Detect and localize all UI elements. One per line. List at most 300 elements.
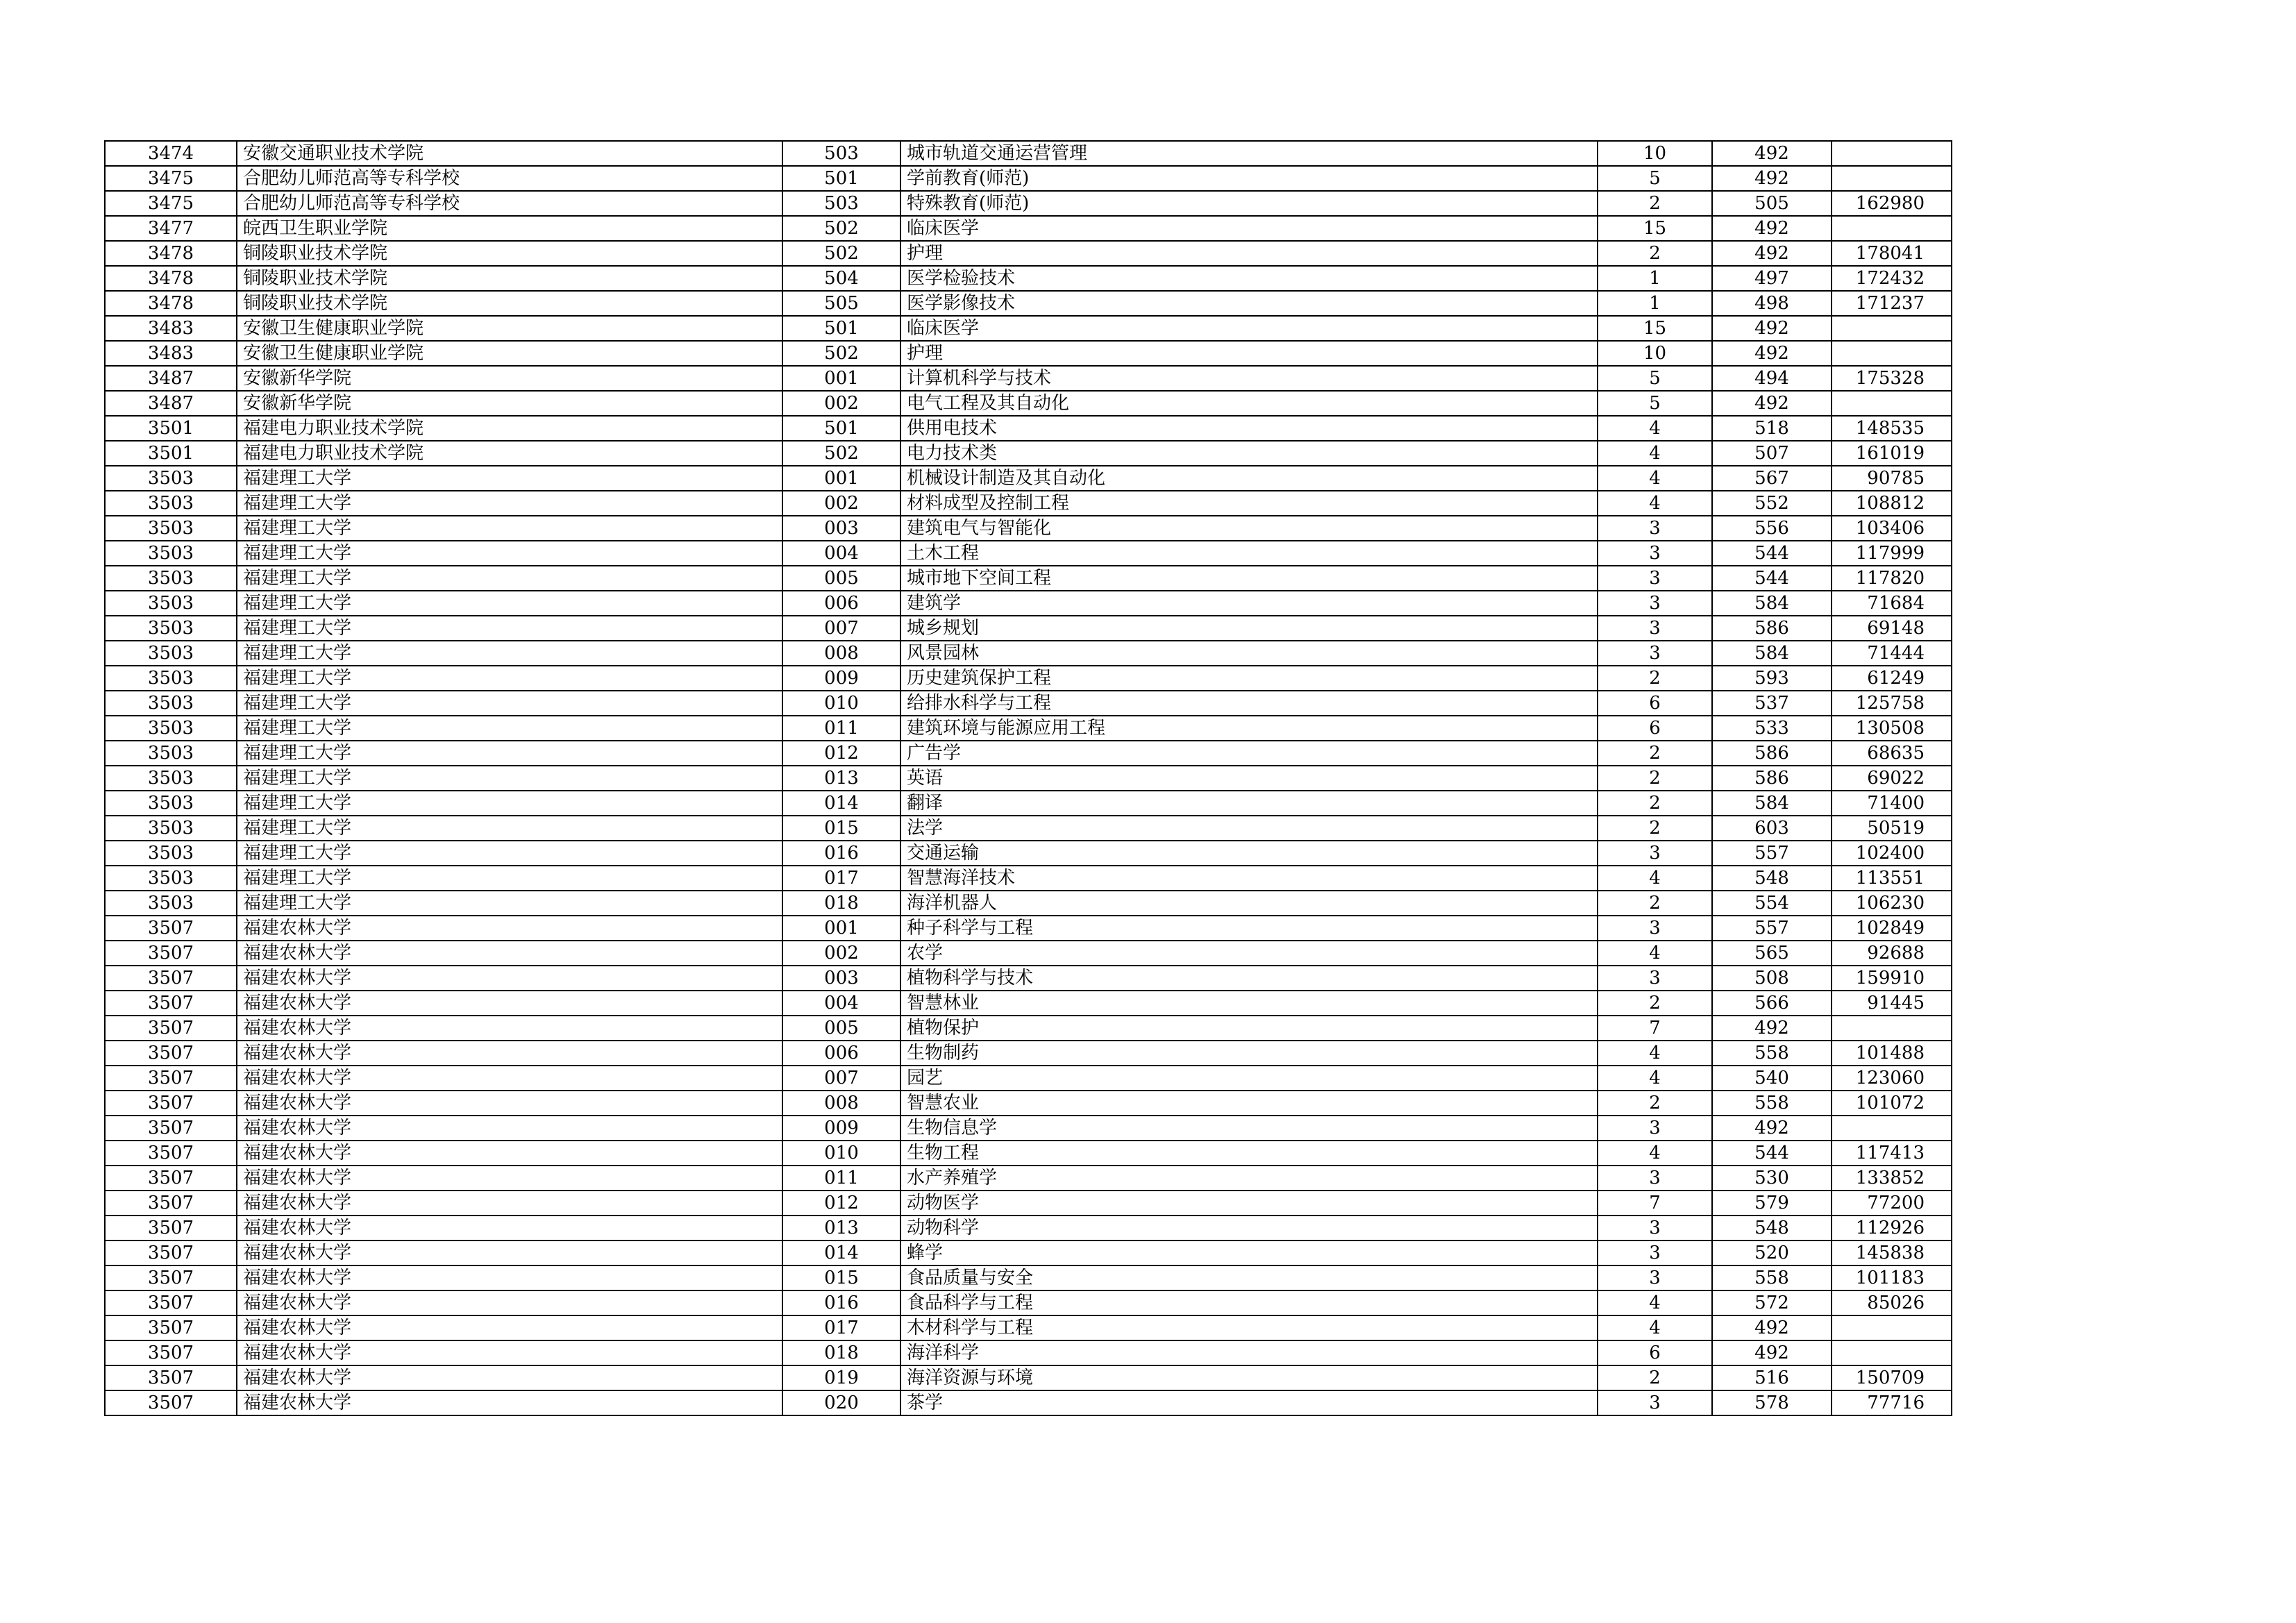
table-row [105,1315,1952,1340]
major-name-cell: 护理 [900,341,1598,366]
rank-cell: 125758 [1832,691,1952,716]
major-name-cell: 学前教育(师范) [900,166,1598,191]
min-score-cell: 558 [1712,1091,1832,1116]
school-name-cell: 福建理工大学 [237,791,782,816]
school-name-cell: 福建理工大学 [237,716,782,741]
min-score-cell: 586 [1712,741,1832,766]
table-row [105,366,1952,391]
major-name-cell: 医学影像技术 [900,291,1598,316]
school-code-cell: 3503 [105,616,237,641]
major-name-cell: 海洋机器人 [900,891,1598,916]
min-score-cell: 567 [1712,466,1832,491]
school-name-cell: 福建农林大学 [237,916,782,941]
rank-cell [1832,141,1952,166]
plan-count-cell: 2 [1598,791,1712,816]
major-code-cell: 014 [782,1241,900,1265]
school-code-cell: 3475 [105,166,237,191]
plan-count-cell: 3 [1598,1216,1712,1241]
table-row [105,1290,1952,1315]
min-score-cell: 572 [1712,1290,1832,1315]
min-score-cell: 492 [1712,241,1832,266]
plan-count-cell: 4 [1598,416,1712,441]
min-score-cell: 556 [1712,516,1832,541]
min-score-cell: 507 [1712,441,1832,466]
table-row [105,1191,1952,1216]
major-code-cell: 017 [782,866,900,891]
school-name-cell: 福建理工大学 [237,541,782,566]
plan-count-cell: 6 [1598,1340,1712,1365]
table-row [105,191,1952,216]
school-name-cell: 福建理工大学 [237,566,782,591]
rank-cell: 133852 [1832,1166,1952,1191]
min-score-cell: 603 [1712,816,1832,841]
min-score-cell: 492 [1712,1116,1832,1141]
table-row [105,241,1952,266]
major-name-cell: 临床医学 [900,216,1598,241]
table-row [105,316,1952,341]
plan-count-cell: 5 [1598,391,1712,416]
major-name-cell: 茶学 [900,1390,1598,1415]
school-name-cell: 铜陵职业技术学院 [237,291,782,316]
table-row [105,216,1952,241]
rank-cell: 103406 [1832,516,1952,541]
major-name-cell: 建筑学 [900,591,1598,616]
school-name-cell: 福建农林大学 [237,966,782,991]
table-row [105,816,1952,841]
table-row [105,1265,1952,1290]
school-code-cell: 3507 [105,1116,237,1141]
major-code-cell: 501 [782,416,900,441]
plan-count-cell: 3 [1598,1166,1712,1191]
rank-cell: 101488 [1832,1041,1952,1066]
school-code-cell: 3501 [105,416,237,441]
plan-count-cell: 3 [1598,966,1712,991]
plan-count-cell: 4 [1598,866,1712,891]
major-code-cell: 020 [782,1390,900,1415]
plan-count-cell: 4 [1598,1315,1712,1340]
major-name-cell: 历史建筑保护工程 [900,666,1598,691]
major-code-cell: 504 [782,266,900,291]
plan-count-cell: 2 [1598,766,1712,791]
plan-count-cell: 2 [1598,666,1712,691]
table-row [105,766,1952,791]
school-code-cell: 3507 [105,1091,237,1116]
plan-count-cell: 3 [1598,566,1712,591]
major-code-cell: 502 [782,216,900,241]
rank-cell: 102849 [1832,916,1952,941]
plan-count-cell: 2 [1598,891,1712,916]
table-row [105,1116,1952,1141]
table-row [105,1041,1952,1066]
school-name-cell: 福建农林大学 [237,1241,782,1265]
major-code-cell: 003 [782,516,900,541]
major-name-cell: 水产养殖学 [900,1166,1598,1191]
plan-count-cell: 4 [1598,441,1712,466]
major-code-cell: 505 [782,291,900,316]
school-name-cell: 福建农林大学 [237,1365,782,1390]
min-score-cell: 586 [1712,616,1832,641]
school-code-cell: 3503 [105,816,237,841]
plan-count-cell: 2 [1598,741,1712,766]
school-name-cell: 福建理工大学 [237,641,782,666]
major-name-cell: 蜂学 [900,1241,1598,1265]
table-row [105,1216,1952,1241]
table-row [105,1016,1952,1041]
major-name-cell: 广告学 [900,741,1598,766]
min-score-cell: 579 [1712,1191,1832,1216]
major-code-cell: 002 [782,391,900,416]
major-name-cell: 木材科学与工程 [900,1315,1598,1340]
min-score-cell: 544 [1712,566,1832,591]
rank-cell [1832,216,1952,241]
major-name-cell: 机械设计制造及其自动化 [900,466,1598,491]
school-name-cell: 福建农林大学 [237,1091,782,1116]
major-code-cell: 012 [782,741,900,766]
table-row [105,641,1952,666]
min-score-cell: 505 [1712,191,1832,216]
major-code-cell: 502 [782,241,900,266]
major-code-cell: 501 [782,166,900,191]
school-code-cell: 3503 [105,466,237,491]
major-code-cell: 015 [782,816,900,841]
major-code-cell: 009 [782,666,900,691]
major-name-cell: 法学 [900,816,1598,841]
plan-count-cell: 3 [1598,1390,1712,1415]
plan-count-cell: 3 [1598,616,1712,641]
major-name-cell: 交通运输 [900,841,1598,866]
major-code-cell: 019 [782,1365,900,1390]
rank-cell: 171237 [1832,291,1952,316]
rank-cell: 178041 [1832,241,1952,266]
major-code-cell: 001 [782,916,900,941]
major-code-cell: 004 [782,541,900,566]
plan-count-cell: 4 [1598,1066,1712,1091]
school-code-cell: 3507 [105,1290,237,1315]
school-name-cell: 铜陵职业技术学院 [237,266,782,291]
plan-count-cell: 4 [1598,1290,1712,1315]
major-name-cell: 风景园林 [900,641,1598,666]
plan-count-cell: 4 [1598,491,1712,516]
major-code-cell: 502 [782,341,900,366]
school-code-cell: 3501 [105,441,237,466]
school-name-cell: 福建农林大学 [237,1340,782,1365]
school-code-cell: 3503 [105,691,237,716]
rank-cell: 71444 [1832,641,1952,666]
school-code-cell: 3503 [105,541,237,566]
table-row [105,1241,1952,1265]
rank-cell: 91445 [1832,991,1952,1016]
table-row [105,691,1952,716]
school-name-cell: 福建农林大学 [237,991,782,1016]
table-row [105,391,1952,416]
min-score-cell: 578 [1712,1390,1832,1415]
school-name-cell: 福建理工大学 [237,516,782,541]
school-code-cell: 3478 [105,291,237,316]
table-row [105,541,1952,566]
table-row [105,916,1952,941]
min-score-cell: 492 [1712,341,1832,366]
plan-count-cell: 7 [1598,1191,1712,1216]
major-code-cell: 007 [782,1066,900,1091]
school-code-cell: 3478 [105,241,237,266]
table-row [105,416,1952,441]
plan-count-cell: 4 [1598,941,1712,966]
min-score-cell: 492 [1712,216,1832,241]
table-row [105,716,1952,741]
school-code-cell: 3503 [105,766,237,791]
rank-cell: 102400 [1832,841,1952,866]
rank-cell: 172432 [1832,266,1952,291]
major-name-cell: 医学检验技术 [900,266,1598,291]
major-name-cell: 建筑电气与智能化 [900,516,1598,541]
min-score-cell: 492 [1712,141,1832,166]
major-code-cell: 015 [782,1265,900,1290]
school-name-cell: 福建农林大学 [237,1141,782,1166]
major-code-cell: 002 [782,491,900,516]
school-code-cell: 3507 [105,1191,237,1216]
plan-count-cell: 3 [1598,516,1712,541]
major-name-cell: 城乡规划 [900,616,1598,641]
school-code-cell: 3507 [105,991,237,1016]
school-name-cell: 福建农林大学 [237,1191,782,1216]
min-score-cell: 492 [1712,1340,1832,1365]
major-code-cell: 503 [782,191,900,216]
major-name-cell: 智慧林业 [900,991,1598,1016]
school-code-cell: 3507 [105,1016,237,1041]
school-code-cell: 3487 [105,391,237,416]
plan-count-cell: 3 [1598,1116,1712,1141]
rank-cell: 123060 [1832,1066,1952,1091]
school-name-cell: 福建理工大学 [237,841,782,866]
major-name-cell: 食品科学与工程 [900,1290,1598,1315]
school-name-cell: 福建理工大学 [237,691,782,716]
min-score-cell: 537 [1712,691,1832,716]
major-code-cell: 003 [782,966,900,991]
major-name-cell: 特殊教育(师范) [900,191,1598,216]
plan-count-cell: 2 [1598,241,1712,266]
school-name-cell: 福建理工大学 [237,616,782,641]
min-score-cell: 492 [1712,1016,1832,1041]
min-score-cell: 530 [1712,1166,1832,1191]
school-code-cell: 3507 [105,1340,237,1365]
major-code-cell: 008 [782,641,900,666]
table-row [105,791,1952,816]
major-name-cell: 生物制药 [900,1041,1598,1066]
plan-count-cell: 4 [1598,466,1712,491]
plan-count-cell: 3 [1598,591,1712,616]
min-score-cell: 533 [1712,716,1832,741]
rank-cell [1832,1315,1952,1340]
plan-count-cell: 1 [1598,291,1712,316]
major-code-cell: 016 [782,841,900,866]
major-code-cell: 014 [782,791,900,816]
major-code-cell: 006 [782,1041,900,1066]
rank-cell: 106230 [1832,891,1952,916]
major-code-cell: 010 [782,691,900,716]
school-name-cell: 福建电力职业技术学院 [237,416,782,441]
school-name-cell: 皖西卫生职业学院 [237,216,782,241]
plan-count-cell: 4 [1598,1041,1712,1066]
plan-count-cell: 6 [1598,716,1712,741]
school-code-cell: 3503 [105,866,237,891]
major-code-cell: 016 [782,1290,900,1315]
plan-count-cell: 5 [1598,166,1712,191]
plan-count-cell: 2 [1598,816,1712,841]
table-row [105,141,1952,166]
table-row [105,466,1952,491]
major-name-cell: 动物科学 [900,1216,1598,1241]
major-name-cell: 园艺 [900,1066,1598,1091]
school-code-cell: 3507 [105,916,237,941]
major-name-cell: 电力技术类 [900,441,1598,466]
school-code-cell: 3483 [105,316,237,341]
major-name-cell: 植物科学与技术 [900,966,1598,991]
school-code-cell: 3487 [105,366,237,391]
school-code-cell: 3507 [105,1041,237,1066]
plan-count-cell: 15 [1598,216,1712,241]
school-code-cell: 3503 [105,666,237,691]
school-code-cell: 3503 [105,841,237,866]
major-code-cell: 005 [782,566,900,591]
major-code-cell: 005 [782,1016,900,1041]
rank-cell: 101072 [1832,1091,1952,1116]
major-code-cell: 010 [782,1141,900,1166]
school-code-cell: 3507 [105,966,237,991]
school-name-cell: 福建理工大学 [237,866,782,891]
rank-cell: 148535 [1832,416,1952,441]
min-score-cell: 557 [1712,841,1832,866]
major-code-cell: 008 [782,1091,900,1116]
school-code-cell: 3477 [105,216,237,241]
min-score-cell: 540 [1712,1066,1832,1091]
table-body [105,141,1952,1415]
rank-cell [1832,316,1952,341]
table-row [105,741,1952,766]
min-score-cell: 544 [1712,541,1832,566]
school-name-cell: 福建农林大学 [237,941,782,966]
major-code-cell: 004 [782,991,900,1016]
plan-count-cell: 15 [1598,316,1712,341]
school-name-cell: 福建理工大学 [237,466,782,491]
major-code-cell: 009 [782,1116,900,1141]
table-row [105,616,1952,641]
school-name-cell: 福建农林大学 [237,1216,782,1241]
school-code-cell: 3503 [105,741,237,766]
major-name-cell: 土木工程 [900,541,1598,566]
school-code-cell: 3503 [105,591,237,616]
rank-cell: 113551 [1832,866,1952,891]
school-code-cell: 3503 [105,566,237,591]
plan-count-cell: 1 [1598,266,1712,291]
table-row [105,1091,1952,1116]
plan-count-cell: 2 [1598,991,1712,1016]
school-code-cell: 3503 [105,516,237,541]
major-name-cell: 种子科学与工程 [900,916,1598,941]
school-name-cell: 福建理工大学 [237,816,782,841]
major-name-cell: 城市地下空间工程 [900,566,1598,591]
school-name-cell: 安徽新华学院 [237,391,782,416]
school-name-cell: 铜陵职业技术学院 [237,241,782,266]
min-score-cell: 497 [1712,266,1832,291]
min-score-cell: 492 [1712,1315,1832,1340]
table-row [105,516,1952,541]
rank-cell: 150709 [1832,1365,1952,1390]
rank-cell [1832,391,1952,416]
rank-cell: 50519 [1832,816,1952,841]
major-name-cell: 海洋科学 [900,1340,1598,1365]
school-code-cell: 3507 [105,1141,237,1166]
rank-cell: 161019 [1832,441,1952,466]
major-name-cell: 电气工程及其自动化 [900,391,1598,416]
plan-count-cell: 4 [1598,1141,1712,1166]
major-name-cell: 临床医学 [900,316,1598,341]
min-score-cell: 498 [1712,291,1832,316]
rank-cell: 71400 [1832,791,1952,816]
min-score-cell: 584 [1712,791,1832,816]
school-code-cell: 3503 [105,791,237,816]
plan-count-cell: 3 [1598,541,1712,566]
major-code-cell: 011 [782,716,900,741]
plan-count-cell: 6 [1598,691,1712,716]
rank-cell: 162980 [1832,191,1952,216]
table-row [105,866,1952,891]
major-code-cell: 013 [782,1216,900,1241]
min-score-cell: 492 [1712,166,1832,191]
table-row [105,841,1952,866]
plan-count-cell: 5 [1598,366,1712,391]
school-code-cell: 3507 [105,1066,237,1091]
school-code-cell: 3503 [105,491,237,516]
plan-count-cell: 7 [1598,1016,1712,1041]
min-score-cell: 548 [1712,866,1832,891]
rank-cell [1832,1116,1952,1141]
plan-count-cell: 3 [1598,841,1712,866]
plan-count-cell: 3 [1598,1265,1712,1290]
rank-cell: 108812 [1832,491,1952,516]
school-code-cell: 3507 [105,1390,237,1415]
table-row [105,591,1952,616]
major-name-cell: 护理 [900,241,1598,266]
school-name-cell: 福建农林大学 [237,1265,782,1290]
min-score-cell: 492 [1712,316,1832,341]
plan-count-cell: 10 [1598,341,1712,366]
major-code-cell: 017 [782,1315,900,1340]
school-name-cell: 安徽卫生健康职业学院 [237,316,782,341]
min-score-cell: 494 [1712,366,1832,391]
min-score-cell: 586 [1712,766,1832,791]
major-name-cell: 材料成型及控制工程 [900,491,1598,516]
rank-cell [1832,1016,1952,1041]
rank-cell: 117820 [1832,566,1952,591]
rank-cell [1832,166,1952,191]
school-name-cell: 福建农林大学 [237,1041,782,1066]
plan-count-cell: 2 [1598,191,1712,216]
min-score-cell: 520 [1712,1241,1832,1265]
major-name-cell: 海洋资源与环境 [900,1365,1598,1390]
school-code-cell: 3507 [105,941,237,966]
table-row [105,1066,1952,1091]
major-code-cell: 001 [782,366,900,391]
school-name-cell: 福建电力职业技术学院 [237,441,782,466]
admissions-table [104,140,1952,1416]
rank-cell: 71684 [1832,591,1952,616]
school-name-cell: 安徽交通职业技术学院 [237,141,782,166]
school-name-cell: 福建理工大学 [237,741,782,766]
major-name-cell: 智慧农业 [900,1091,1598,1116]
min-score-cell: 593 [1712,666,1832,691]
school-name-cell: 福建理工大学 [237,766,782,791]
school-code-cell: 3507 [105,1365,237,1390]
